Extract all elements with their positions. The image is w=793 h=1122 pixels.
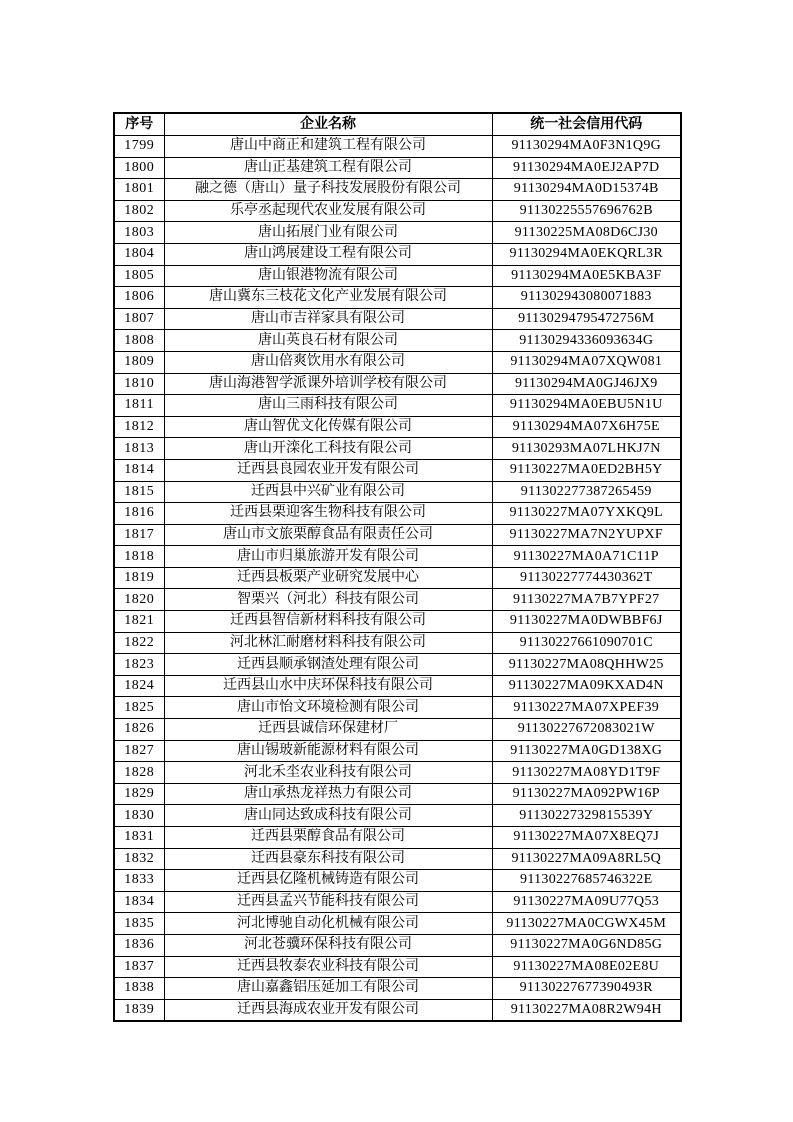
serial-cell: 1800 [114,157,164,179]
table-row [114,308,681,330]
company-name-cell: 迁西县牧泰农业科技有限公司 [164,956,492,978]
company-name-cell: 乐亭丞起现代农业发展有限公司 [164,200,492,222]
serial-cell: 1802 [114,200,164,222]
credit-code-cell: 91130294MA0E5KBA3F [492,265,681,287]
table-row [114,762,681,784]
company-name-cell: 迁西县良园农业开发有限公司 [164,459,492,481]
credit-code-cell: 91130294MA0EJ2AP7D [492,157,681,179]
serial-cell: 1839 [114,999,164,1021]
table-row [114,287,681,309]
company-name-cell: 唐山市归巢旅游开发有限公司 [164,546,492,568]
table-row [114,956,681,978]
company-name-cell: 迁西县豪东科技有限公司 [164,848,492,870]
credit-code-cell: 91130294MA0GJ46JX9 [492,373,681,395]
company-registry-table [113,112,682,1022]
company-name-cell: 融之德（唐山）量子科技发展股份有限公司 [164,179,492,201]
credit-code-cell: 91130293MA07LHKJ7N [492,438,681,460]
company-name-cell: 迁西县中兴矿业有限公司 [164,481,492,503]
company-name-cell: 唐山英良石材有限公司 [164,330,492,352]
table-row [114,330,681,352]
company-name-cell: 唐山海港智学派课外培训学校有限公司 [164,373,492,395]
serial-cell: 1822 [114,632,164,654]
serial-cell: 1811 [114,395,164,417]
col-header-serial: 序号 [114,113,164,136]
serial-cell: 1805 [114,265,164,287]
serial-cell: 1803 [114,222,164,244]
company-name-cell: 唐山鸿展建设工程有限公司 [164,243,492,265]
credit-code-cell: 91130227672083021W [492,719,681,741]
serial-cell: 1820 [114,589,164,611]
serial-cell: 1819 [114,567,164,589]
credit-code-cell: 91130227MA0GD138XG [492,740,681,762]
credit-code-cell: 91130294MA0EBU5N1U [492,395,681,417]
company-name-cell: 唐山市吉祥家具有限公司 [164,308,492,330]
credit-code-cell: 91130227661090701C [492,632,681,654]
serial-cell: 1827 [114,740,164,762]
credit-code-cell: 91130294795472756M [492,308,681,330]
table-row [114,632,681,654]
credit-code-cell: 91130227MA7N2YUPXF [492,524,681,546]
credit-code-cell: 91130227329815539Y [492,805,681,827]
table-row [114,524,681,546]
company-name-cell: 迁西县亿隆机械铸造有限公司 [164,870,492,892]
company-name-cell: 迁西县山水中庆环保科技有限公司 [164,675,492,697]
credit-code-cell: 911302943080071883 [492,287,681,309]
credit-code-cell: 91130294336093634G [492,330,681,352]
serial-cell: 1829 [114,783,164,805]
serial-cell: 1838 [114,978,164,1000]
table-row [114,200,681,222]
table-row [114,675,681,697]
table-row [114,351,681,373]
table-row [114,481,681,503]
credit-code-cell: 91130294MA0F3N1Q9G [492,136,681,158]
credit-code-cell: 91130227MA07YXKQ9L [492,503,681,525]
serial-cell: 1830 [114,805,164,827]
serial-cell: 1804 [114,243,164,265]
credit-code-cell: 91130227MA7B7YPF27 [492,589,681,611]
serial-cell: 1824 [114,675,164,697]
serial-cell: 1837 [114,956,164,978]
serial-cell: 1807 [114,308,164,330]
table-row [114,589,681,611]
table-row [114,999,681,1021]
company-name-cell: 唐山倍爽饮用水有限公司 [164,351,492,373]
serial-cell: 1818 [114,546,164,568]
table-row [114,870,681,892]
credit-code-cell: 91130227MA0G6ND85G [492,934,681,956]
serial-cell: 1831 [114,827,164,849]
credit-code-cell: 91130294MA07XQW081 [492,351,681,373]
serial-cell: 1825 [114,697,164,719]
company-name-cell: 唐山市怡文环境检测有限公司 [164,697,492,719]
credit-code-cell: 91130227677390493R [492,978,681,1000]
credit-code-cell: 91130227685746322E [492,870,681,892]
company-name-cell: 唐山中商正和建筑工程有限公司 [164,136,492,158]
table-row [114,891,681,913]
company-name-cell: 迁西县顺承钢渣处理有限公司 [164,654,492,676]
serial-cell: 1799 [114,136,164,158]
table-row [114,848,681,870]
serial-cell: 1817 [114,524,164,546]
serial-cell: 1815 [114,481,164,503]
company-name-cell: 河北林汇耐磨材料科技有限公司 [164,632,492,654]
credit-code-cell: 91130227MA09U77Q53 [492,891,681,913]
table-row [114,740,681,762]
credit-code-cell: 91130294MA07X6H75E [492,416,681,438]
credit-code-cell: 91130227MA08R2W94H [492,999,681,1021]
company-name-cell: 迁西县诚信环保建材厂 [164,719,492,741]
table-row [114,416,681,438]
table-row [114,503,681,525]
table-row [114,373,681,395]
table-row [114,157,681,179]
table-row [114,179,681,201]
company-name-cell: 唐山承热龙祥热力有限公司 [164,783,492,805]
credit-code-cell: 91130227MA08YD1T9F [492,762,681,784]
company-name-cell: 唐山同达致成科技有限公司 [164,805,492,827]
table-row [114,438,681,460]
company-name-cell: 迁西县栗迎客生物科技有限公司 [164,503,492,525]
table-row [114,697,681,719]
table-row [114,913,681,935]
credit-code-cell: 91130227MA0CGWX45M [492,913,681,935]
company-name-cell: 迁西县海成农业开发有限公司 [164,999,492,1021]
table-row [114,136,681,158]
serial-cell: 1832 [114,848,164,870]
serial-cell: 1833 [114,870,164,892]
company-name-cell: 迁西县孟兴节能科技有限公司 [164,891,492,913]
credit-code-cell: 91130227MA07XPEF39 [492,697,681,719]
company-name-cell: 唐山锡玻新能源材料有限公司 [164,740,492,762]
credit-code-cell: 91130227MA0ED2BH5Y [492,459,681,481]
serial-cell: 1816 [114,503,164,525]
company-name-cell: 唐山银港物流有限公司 [164,265,492,287]
company-name-cell: 河北博驰自动化机械有限公司 [164,913,492,935]
serial-cell: 1826 [114,719,164,741]
company-name-cell: 唐山嘉鑫铝压延加工有限公司 [164,978,492,1000]
serial-cell: 1821 [114,611,164,633]
company-name-cell: 智栗兴（河北）科技有限公司 [164,589,492,611]
credit-code-cell: 91130227MA09A8RL5Q [492,848,681,870]
table-row [114,719,681,741]
serial-cell: 1813 [114,438,164,460]
company-name-cell: 唐山开滦化工科技有限公司 [164,438,492,460]
company-name-cell: 迁西县板栗产业研究发展中心 [164,567,492,589]
company-name-cell: 唐山拓展门业有限公司 [164,222,492,244]
table-row [114,934,681,956]
table-row [114,546,681,568]
credit-code-cell: 91130227MA08QHHW25 [492,654,681,676]
table-row [114,783,681,805]
table-row [114,827,681,849]
serial-cell: 1823 [114,654,164,676]
serial-cell: 1834 [114,891,164,913]
serial-cell: 1814 [114,459,164,481]
credit-code-cell: 91130227MA0DWBBF6J [492,611,681,633]
serial-cell: 1809 [114,351,164,373]
credit-code-cell: 91130294MA0D15374B [492,179,681,201]
credit-code-cell: 91130227MA07X8EQ7J [492,827,681,849]
table-row [114,611,681,633]
serial-cell: 1812 [114,416,164,438]
company-name-cell: 唐山三雨科技有限公司 [164,395,492,417]
company-table-container [113,112,682,1022]
company-name-cell: 唐山智优文化传媒有限公司 [164,416,492,438]
credit-code-cell: 91130227774430362T [492,567,681,589]
table-row [114,265,681,287]
company-name-cell: 迁西县栗醇食品有限公司 [164,827,492,849]
credit-code-cell: 91130227MA0A71C11P [492,546,681,568]
table-body [114,136,681,1022]
table-header-row [114,113,681,136]
credit-code-cell: 91130225MA08D6CJ30 [492,222,681,244]
serial-cell: 1835 [114,913,164,935]
company-name-cell: 唐山正基建筑工程有限公司 [164,157,492,179]
table-row [114,805,681,827]
table-row [114,222,681,244]
serial-cell: 1828 [114,762,164,784]
credit-code-cell: 911302277387265459 [492,481,681,503]
col-header-company: 企业名称 [164,113,492,136]
serial-cell: 1810 [114,373,164,395]
serial-cell: 1836 [114,934,164,956]
col-header-credit-code: 统一社会信用代码 [492,113,681,136]
table-row [114,459,681,481]
company-name-cell: 唐山冀东三枝花文化产业发展有限公司 [164,287,492,309]
serial-cell: 1808 [114,330,164,352]
credit-code-cell: 91130294MA0EKQRL3R [492,243,681,265]
table-row [114,978,681,1000]
table-row [114,654,681,676]
company-name-cell: 河北苍骥环保科技有限公司 [164,934,492,956]
credit-code-cell: 91130227MA08E02E8U [492,956,681,978]
credit-code-cell: 91130227MA092PW16P [492,783,681,805]
table-row [114,567,681,589]
company-name-cell: 河北禾坔农业科技有限公司 [164,762,492,784]
serial-cell: 1801 [114,179,164,201]
credit-code-cell: 91130227MA09KXAD4N [492,675,681,697]
credit-code-cell: 91130225557696762B [492,200,681,222]
table-row [114,395,681,417]
company-name-cell: 唐山市文旅栗醇食品有限责任公司 [164,524,492,546]
company-name-cell: 迁西县智信新材料科技有限公司 [164,611,492,633]
table-row [114,243,681,265]
serial-cell: 1806 [114,287,164,309]
